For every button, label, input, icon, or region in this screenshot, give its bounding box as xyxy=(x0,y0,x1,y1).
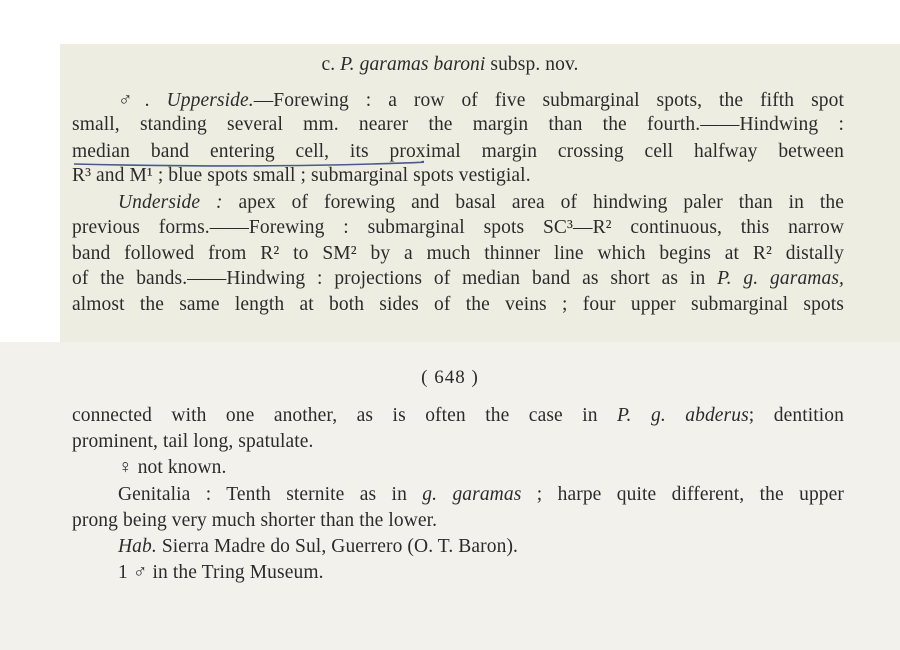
text-line-4: R³ and M¹ ; blue spots small ; submarginal spots vestigial. xyxy=(72,165,531,186)
text-line-9: almost the same length at both sides of the veins ; four upper submarginal spots xyxy=(72,294,844,315)
text-line-5: Underside : apex of forewing and basal area of hindwing paler than in the xyxy=(118,192,844,213)
text-line-7: band followed from R² to SM² by a much thinner line which begins at R² distally xyxy=(72,243,844,264)
text-line-13: Genitalia : Tenth sternite as in g. garamas ; harpe quite different, the upper xyxy=(118,484,844,505)
text-line-10: connected with one another, as is often the case in P. g. abderus; dentition xyxy=(72,405,844,426)
page-number: ( 648 ) xyxy=(421,367,479,388)
text-line-12: ♀ not known. xyxy=(118,457,227,478)
text-line-11: prominent, tail long, spatulate. xyxy=(72,431,314,452)
section-title: c. P. garamas baroni subsp. nov. xyxy=(321,54,579,75)
text-line-14: prong being very much shorter than the lower. xyxy=(72,510,438,531)
text-line-15: Hab. Sierra Madre do Sul, Guerrero (O. T. Baron). xyxy=(118,536,519,557)
text-line-2: small, standing several mm. nearer the margin than the fourth.——Hindwing : xyxy=(72,114,844,135)
text-line-3: median band entering cell, its proximal margin crossing cell halfway between xyxy=(72,141,844,162)
text-line-8: of the bands.——Hindwing : projections of median band as short as in P. g. garamas, xyxy=(72,268,844,289)
text-line-1: ♂. Upperside.—Forewing : a row of five submarginal spots, the fifth spot xyxy=(118,90,844,111)
text-line-6: previous forms.——Forewing : submarginal spots SC³—R² continuous, this narrow xyxy=(72,217,844,238)
text-line-16: 1 ♂ in the Tring Museum. xyxy=(118,562,324,583)
